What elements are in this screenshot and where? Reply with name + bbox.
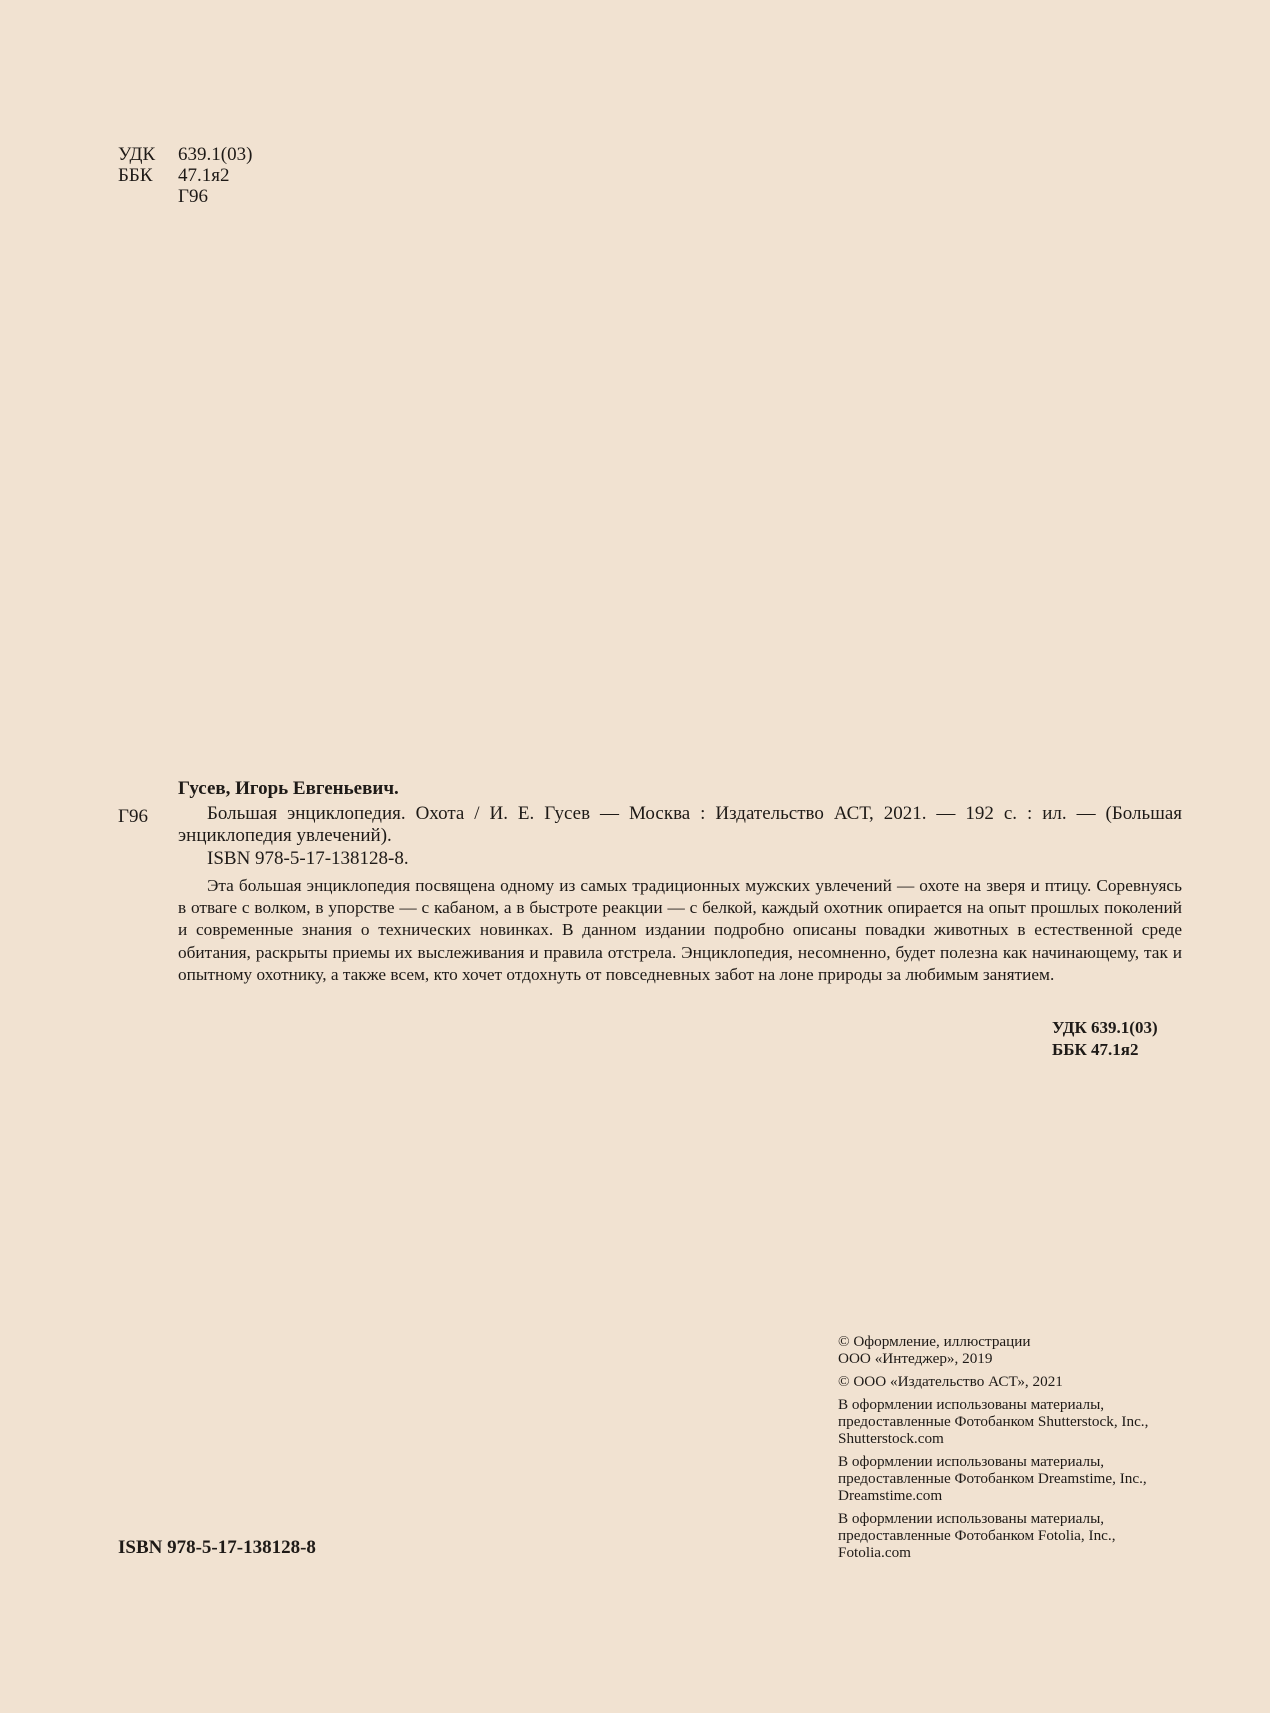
credit-line: предоставленные Фотобанком Dreamstime, Inc., xyxy=(838,1470,1147,1487)
copyright-credits xyxy=(838,1333,1218,1567)
entry-bbk: ББК 47.1я2 xyxy=(1052,1040,1139,1059)
credit-line: предоставленные Фотобанком Fotolia, Inc., xyxy=(838,1527,1116,1544)
credit-line: ООО «Интеджер», 2019 xyxy=(838,1350,993,1367)
credit-block xyxy=(838,1373,1218,1390)
entry-isbn: ISBN 978-5-17-138128-8. xyxy=(207,848,409,869)
classification-value: 47.1я2 xyxy=(178,165,230,186)
credit-line: предоставленные Фотобанком Shutterstock, Inc., xyxy=(838,1413,1149,1430)
credit-line: В оформлении использованы материалы, xyxy=(838,1396,1105,1413)
entry-author: Гусев, Игорь Евгеньевич. xyxy=(178,778,399,799)
credit-line: Fotolia.com xyxy=(838,1544,911,1561)
entry-bibliographic-description xyxy=(178,803,1182,847)
credit-block xyxy=(838,1396,1218,1447)
credit-line: Shutterstock.com xyxy=(838,1430,944,1447)
credit-line: В оформлении использованы материалы, xyxy=(838,1453,1105,1470)
classification-key: УДК xyxy=(118,144,156,165)
entry-author-mark: Г96 xyxy=(118,806,148,827)
annotation-text: Эта большая энциклопедия посвящена одному из самых традиционных мужских увлечений — охоте на зверя и птицу. Соревнуясь в отваге с волком, в упорстве — с кабаном, а в быстроте реакции — с белкой, каждый охотник опирается на опыт прошлых поколений и современные знания о технических новинках. В данном издании подробно описаны повадки животных в естественной среде обитания, раскрыты приемы их выслеживания и правила отстрела. Энциклопедия, несомненно, будет полезна как начинающему, так и опытному охотнику, а также всем, кто хочет отдохнуть от повседневных забот на лоне природы за любимым занятием. xyxy=(178,876,1182,984)
classification-value: Г96 xyxy=(178,186,208,207)
credit-line: Dreamstime.com xyxy=(838,1487,943,1504)
classification-key: ББК xyxy=(118,165,153,186)
bib-text: Большая энциклопедия. Охота / И. Е. Гусев — Москва : Издательство АСТ, 2021. — 192 с. : ил. — (Большая энциклопедия увлечений). xyxy=(178,803,1182,846)
credit-line: © Оформление, иллюстрации xyxy=(838,1333,1031,1350)
credit-line: В оформлении использованы материалы, xyxy=(838,1510,1105,1527)
isbn-bottom: ISBN 978-5-17-138128-8 xyxy=(118,1537,316,1558)
entry-annotation xyxy=(178,875,1182,986)
entry-classification-bold xyxy=(1052,1017,1158,1061)
credit-line: © ООО «Издательство АСТ», 2021 xyxy=(838,1373,1063,1390)
credit-block xyxy=(838,1453,1218,1504)
entry-udk: УДК 639.1(03) xyxy=(1052,1018,1158,1037)
classification-value: 639.1(03) xyxy=(178,144,253,165)
credit-block xyxy=(838,1333,1218,1367)
credit-block xyxy=(838,1510,1218,1561)
